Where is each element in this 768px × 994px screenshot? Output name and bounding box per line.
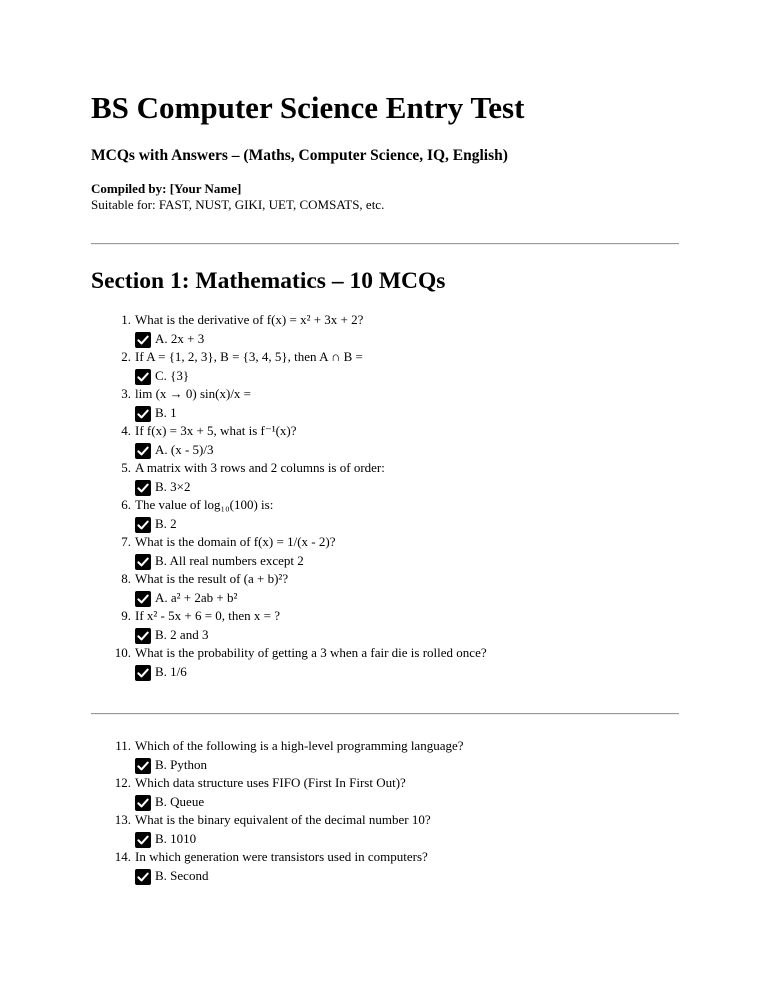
answer-text: B. 3×2 bbox=[155, 478, 191, 494]
check-mark-icon bbox=[135, 795, 151, 811]
check-mark-icon bbox=[135, 758, 151, 774]
question-number: 5. bbox=[121, 460, 131, 475]
answer-text: B. Python bbox=[155, 756, 208, 772]
question-text: If x² - 5x + 6 = 0, then x = ? bbox=[135, 608, 281, 623]
answer-line bbox=[135, 515, 177, 534]
mcq-item bbox=[91, 811, 679, 848]
answer-line bbox=[135, 404, 177, 423]
check-mark-icon bbox=[135, 591, 151, 607]
suitable-for-line: Suitable for: FAST, NUST, GIKI, UET, COMSATS, etc. bbox=[91, 197, 385, 212]
check-mark-icon bbox=[135, 628, 151, 644]
answer-text: B. Queue bbox=[155, 793, 205, 809]
check-mark-icon bbox=[135, 332, 151, 348]
check-mark-icon bbox=[135, 554, 151, 570]
answer-text: B. 2 bbox=[155, 515, 177, 531]
mcq-item bbox=[91, 385, 679, 422]
check-mark-icon bbox=[135, 832, 151, 848]
question-text: What is the probability of getting a 3 when a fair die is rolled once? bbox=[135, 645, 487, 660]
compiled-by-line: Compiled by: [Your Name] bbox=[91, 181, 242, 196]
answer-text: A. (x - 5)/3 bbox=[155, 441, 214, 457]
answer-line bbox=[135, 793, 204, 812]
question-text: In which generation were transistors used in computers? bbox=[135, 849, 428, 864]
mcq-item bbox=[91, 737, 679, 774]
answer-text: B. Second bbox=[155, 867, 209, 883]
mcq-item bbox=[91, 570, 679, 607]
answer-text: B. 1/6 bbox=[155, 663, 187, 679]
question-number: 11. bbox=[115, 738, 131, 753]
question-number: 6. bbox=[121, 497, 131, 512]
question-text: What is the derivative of f(x) = x² + 3x + 2? bbox=[135, 312, 364, 327]
check-mark-icon bbox=[135, 406, 151, 422]
mcq-item bbox=[91, 348, 679, 385]
check-mark-icon bbox=[135, 869, 151, 885]
answer-line bbox=[135, 330, 204, 349]
question-text: What is the result of (a + b)²? bbox=[135, 571, 289, 586]
question-number: 10. bbox=[114, 645, 131, 660]
mcq-item bbox=[91, 422, 679, 459]
answer-line bbox=[135, 589, 237, 608]
mcq-item bbox=[91, 848, 679, 885]
answer-text: A. a² + 2ab + b² bbox=[155, 589, 238, 605]
question-number: 8. bbox=[121, 571, 131, 586]
answer-line bbox=[135, 552, 304, 571]
answer-line bbox=[135, 756, 207, 775]
mcq-item bbox=[91, 774, 679, 811]
question-text: Which of the following is a high-level programming language? bbox=[135, 738, 464, 753]
answer-text: B. All real numbers except 2 bbox=[155, 552, 304, 568]
question-text: What is the domain of f(x) = 1/(x - 2)? bbox=[135, 534, 336, 549]
answer-text: B. 1 bbox=[155, 404, 177, 420]
mcq-list-computer-science bbox=[91, 737, 679, 885]
mcq-item bbox=[91, 607, 679, 644]
check-mark-icon bbox=[135, 369, 151, 385]
section-heading-mathematics: Section 1: Mathematics – 10 MCQs bbox=[91, 268, 446, 294]
horizontal-rule bbox=[91, 243, 679, 245]
question-text: A matrix with 3 rows and 2 columns is of order: bbox=[135, 460, 385, 475]
question-number: 12. bbox=[114, 775, 131, 790]
check-mark-icon bbox=[135, 480, 151, 496]
question-text: If f(x) = 3x + 5, what is f⁻¹(x)? bbox=[135, 423, 297, 438]
question-number: 3. bbox=[121, 386, 131, 401]
mcq-item bbox=[91, 311, 679, 348]
check-mark-icon bbox=[135, 665, 151, 681]
answer-line bbox=[135, 830, 196, 849]
answer-text: A. 2x + 3 bbox=[155, 330, 205, 346]
mcq-item bbox=[91, 533, 679, 570]
mcq-item bbox=[91, 459, 679, 496]
check-mark-icon bbox=[135, 517, 151, 533]
answer-line bbox=[135, 367, 189, 386]
question-number: 1. bbox=[121, 312, 131, 327]
horizontal-rule bbox=[91, 713, 679, 715]
question-number: 7. bbox=[121, 534, 131, 549]
mcq-item bbox=[91, 644, 679, 681]
question-number: 4. bbox=[121, 423, 131, 438]
answer-text: C. {3} bbox=[155, 367, 190, 383]
question-number: 9. bbox=[121, 608, 131, 623]
question-text: The value of log₁₀(100) is: bbox=[135, 497, 274, 512]
answer-line bbox=[135, 663, 187, 682]
answer-text: B. 2 and 3 bbox=[155, 626, 209, 642]
answer-line bbox=[135, 626, 208, 645]
answer-text: B. 1010 bbox=[155, 830, 197, 846]
mcq-item bbox=[91, 496, 679, 533]
question-text: What is the binary equivalent of the decimal number 10? bbox=[135, 812, 431, 827]
check-mark-icon bbox=[135, 443, 151, 459]
answer-line bbox=[135, 478, 191, 497]
document-title: BS Computer Science Entry Test bbox=[91, 90, 525, 125]
question-text: Which data structure uses FIFO (First In First Out)? bbox=[135, 775, 406, 790]
mcq-list-mathematics bbox=[91, 311, 679, 681]
answer-line bbox=[135, 441, 214, 460]
question-number: 14. bbox=[114, 849, 131, 864]
question-number: 2. bbox=[121, 349, 131, 364]
question-text: lim (x → 0) sin(x)/x = bbox=[135, 386, 252, 401]
question-number: 13. bbox=[114, 812, 131, 827]
document-subtitle: MCQs with Answers – (Maths, Computer Science, IQ, English) bbox=[91, 147, 508, 164]
answer-line bbox=[135, 867, 208, 886]
question-text: If A = {1, 2, 3}, B = {3, 4, 5}, then A ∩ B = bbox=[135, 349, 363, 364]
